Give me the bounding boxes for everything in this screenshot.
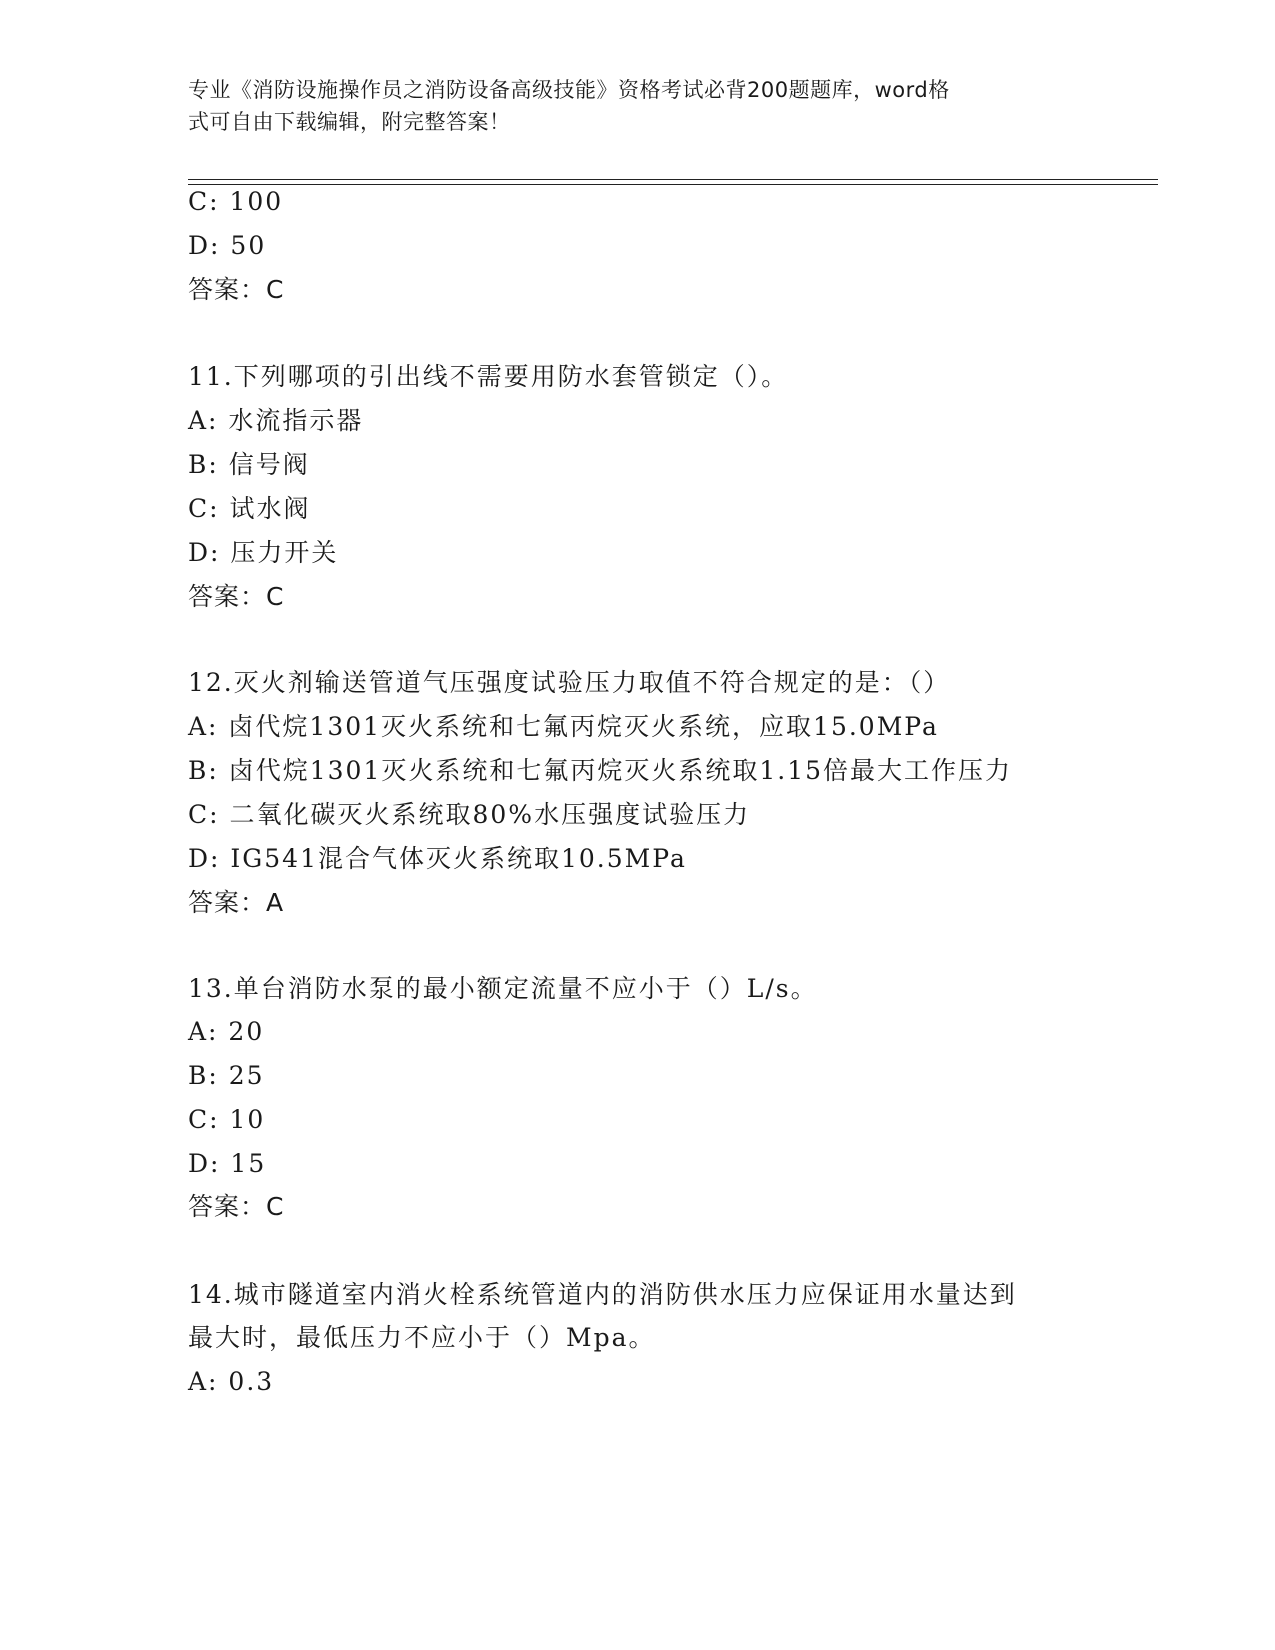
q14-stem-line-2: 最大时，最低压力不应小于（）Mpa。 xyxy=(188,1323,656,1352)
q11-option-c: C: 试水阀 xyxy=(188,494,311,523)
q12-stem: 12.灭火剂输送管道气压强度试验压力取值不符合规定的是：（） xyxy=(188,668,951,697)
q12-option-a: A: 卤代烷1301灭火系统和七氟丙烷灭火系统，应取15.0MPa xyxy=(188,712,939,741)
q13-answer: 答案：C xyxy=(188,1192,285,1221)
header-line-1: 专业《消防设施操作员之消防设备高级技能》资格考试必背200题题库，word格 xyxy=(188,78,950,102)
q11-answer: 答案：C xyxy=(188,582,285,611)
q12-option-d: D: IG541混合气体灭火系统取10.5MPa xyxy=(188,844,687,873)
header-rule-top xyxy=(188,179,1158,180)
q10-answer: 答案：C xyxy=(188,275,285,304)
header-line-2: 式可自由下载编辑，附完整答案！ xyxy=(188,110,511,134)
q13-option-b: B: 25 xyxy=(188,1061,265,1090)
q10-option-c: C: 100 xyxy=(188,187,284,216)
q13-option-d: D: 15 xyxy=(188,1149,267,1178)
document-header xyxy=(188,74,1068,138)
q13-option-a: A: 20 xyxy=(188,1017,265,1046)
q11-option-b: B: 信号阀 xyxy=(188,450,310,479)
q13-option-c: C: 10 xyxy=(188,1105,266,1134)
q11-option-d: D: 压力开关 xyxy=(188,538,339,567)
q13-stem: 13.单台消防水泵的最小额定流量不应小于（）L/s。 xyxy=(188,974,818,1003)
q11-option-a: A: 水流指示器 xyxy=(188,406,364,435)
q10-option-d: D: 50 xyxy=(188,231,267,260)
q12-option-b: B: 卤代烷1301灭火系统和七氟丙烷灭火系统取1.15倍最大工作压力 xyxy=(188,756,1013,785)
q12-answer: 答案：A xyxy=(188,888,285,917)
q11-stem: 11.下列哪项的引出线不需要用防水套管锁定（）。 xyxy=(188,362,789,391)
q12-option-c: C: 二氧化碳灭火系统取80%水压强度试验压力 xyxy=(188,800,751,829)
header-rule-bottom xyxy=(188,184,1158,185)
q14-stem-line-1: 14.城市隧道室内消火栓系统管道内的消防供水压力应保证用水量达到 xyxy=(188,1280,1017,1309)
q14-option-a: A: 0.3 xyxy=(188,1367,275,1396)
